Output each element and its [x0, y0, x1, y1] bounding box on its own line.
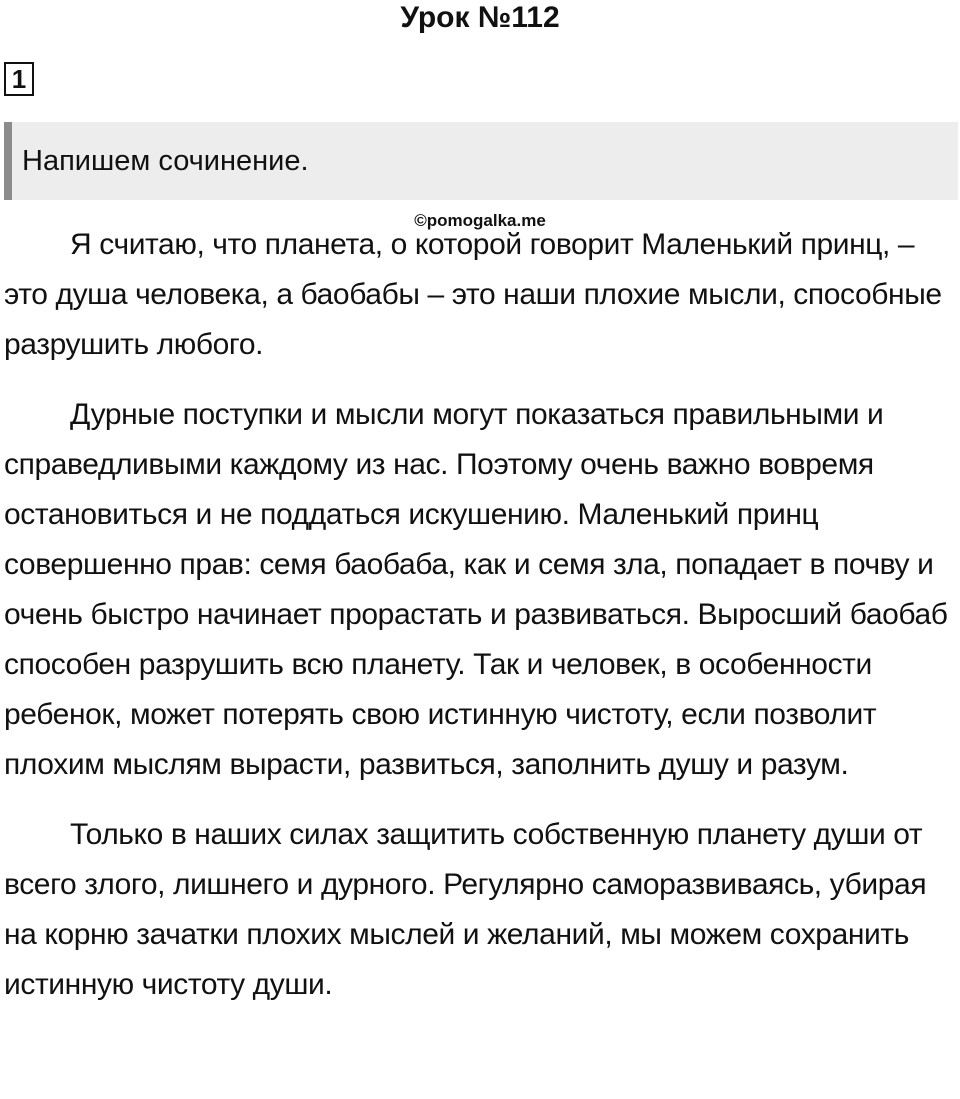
task-instruction-text: Напишем сочинение. — [22, 145, 309, 177]
task-number-box: 1 — [4, 62, 34, 96]
watermark: ©pomogalka.me — [414, 211, 546, 230]
task-instruction-banner — [4, 122, 958, 200]
page-title: Урок №112 — [400, 1, 560, 34]
essay-paragraph-3: Только в наших силах защитить собственную планету души от всего злого, лишнего и дурного. Регулярно саморазвиваясь, убирая на корню зачатки плохих мыслей и желаний, мы можем сохранить истинную чистоту души. — [4, 818, 927, 1001]
essay-body — [4, 220, 956, 1030]
essay-paragraph-1: Я считаю, что планета, о которой говорит Маленький принц, – это душа человека, а баобабы – это наши плохие мысли, способные разрушить любого. — [4, 228, 942, 361]
essay-paragraph-2: Дурные поступки и мысли могут показаться правильными и справедливыми каждому из нас. Поэтому очень важно вовремя остановиться и не поддаться искушению. Маленький принц совершенно прав: семя баобаба, как и семя зла, попадает в почву и очень быстро начинает прорастать и развиваться. Выросший баобаб способен разрушить всю планету. Так и человек, в особенности ребенок, может потерять свою истинную чистоту, если позволит плохим мыслям вырасти, развиться, заполнить душу и разум. — [4, 398, 948, 781]
